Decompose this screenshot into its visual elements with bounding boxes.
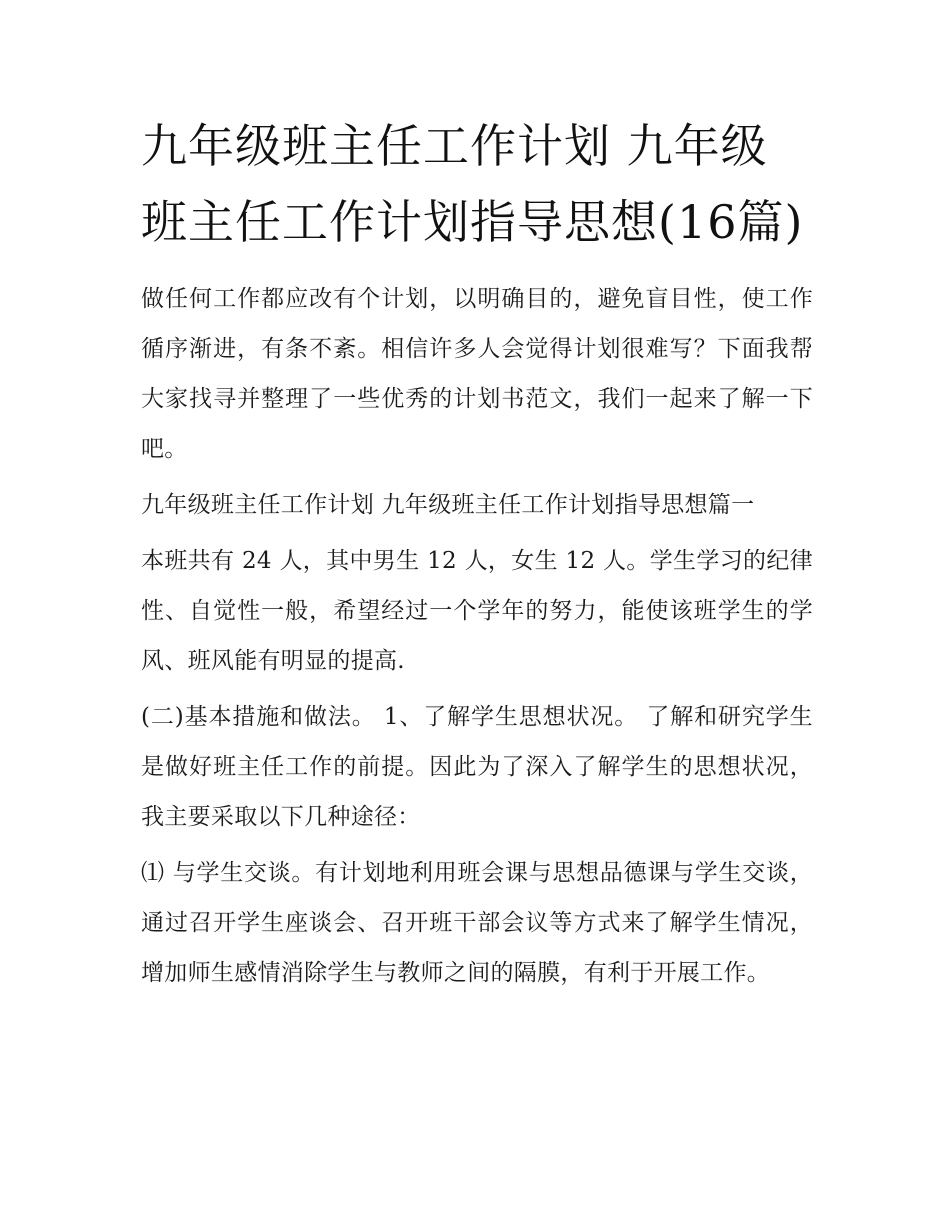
class-overview-paragraph: 本班共有 24 人，其中男生 12 人，女生 12 人。学生学习的纪律性、自觉性一般，希望经过一个学年的努力，能使该班学生的学风、班风能有明显的提高. xyxy=(141,548,813,674)
talk-with-students-paragraph: ⑴ 与学生交谈。有计划地利用班会课与思想品德课与学生交谈，通过召开学生座谈会、召开班干部会议等方式来了解学生情况，增加师生感情消除学生与教师之间的隔膜，有利于开展工作。 xyxy=(141,860,813,986)
intro-paragraph: 做任何工作都应改有个计划，以明确目的，避免盲目性，使工作循序渐进，有条不紊。相信许多人会觉得计划很难写？下面我帮大家找寻并整理了一些优秀的计划书范文，我们一起来了解一下吧。 xyxy=(141,286,813,462)
document-title: 九年级班主任工作计划 九年级班主任工作计划指导思想(16篇) xyxy=(141,119,804,249)
measures-paragraph: (二)基本措施和做法。 1、了解学生思想状况。 了解和研究学生是做好班主任工作的前提。因此为了深入了解学生的思想状况，我主要采取以下几种途径： xyxy=(141,704,813,830)
section-heading: 九年级班主任工作计划 九年级班主任工作计划指导思想篇一 xyxy=(141,492,755,518)
document-content xyxy=(141,108,813,1004)
